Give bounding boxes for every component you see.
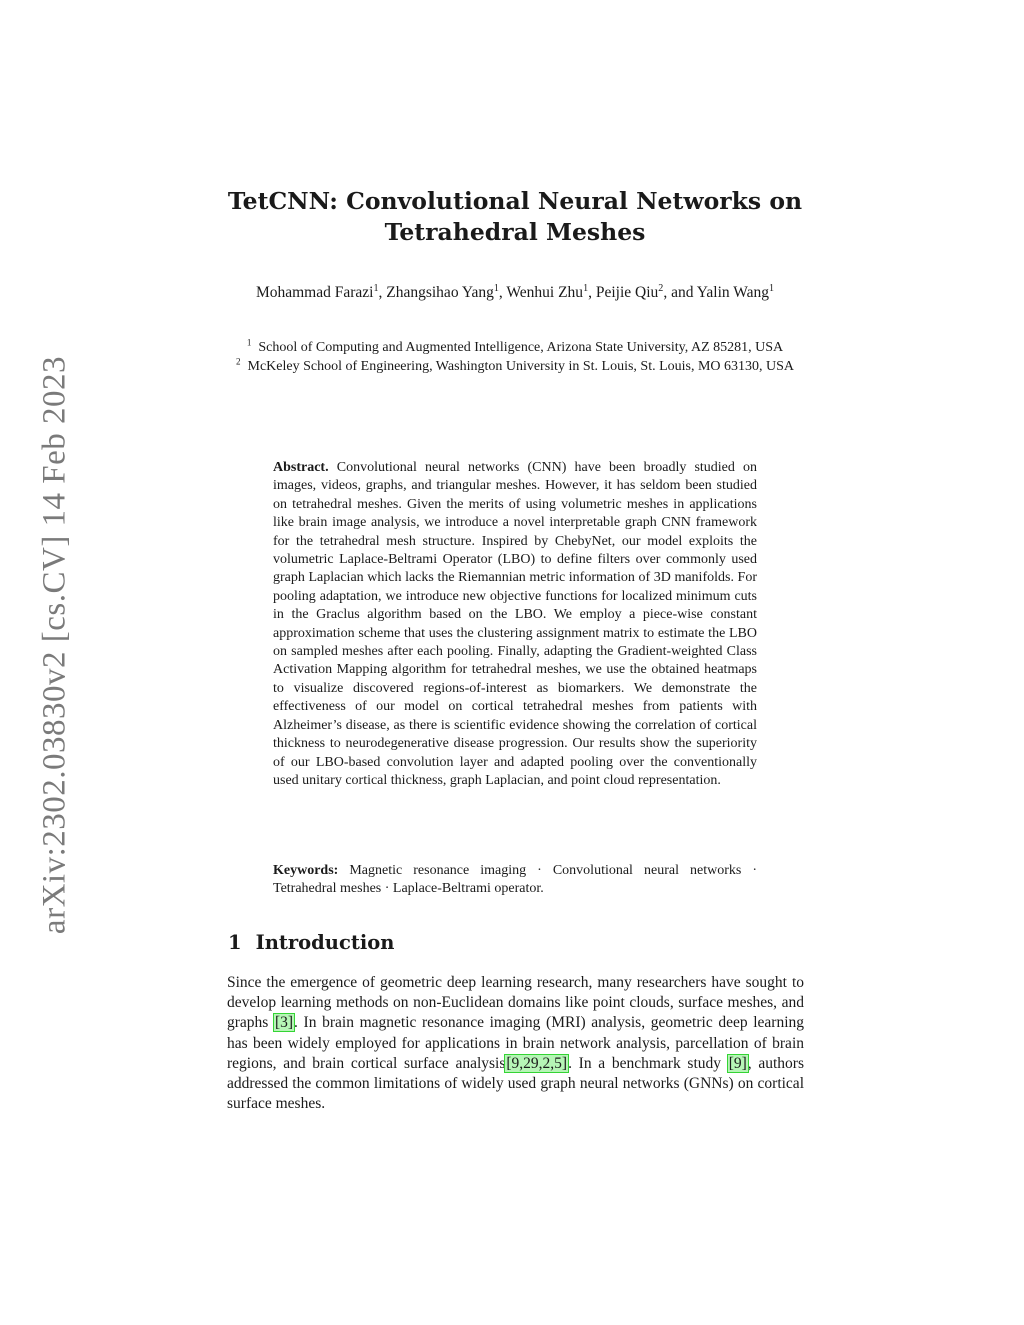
citation-link[interactable]: [9] xyxy=(728,1054,747,1072)
author-affiliation-mark: 2 xyxy=(658,282,664,294)
citation-link[interactable]: [3] xyxy=(274,1014,294,1032)
paper-title-line-1: TetCNN: Convolutional Neural Networks on xyxy=(227,187,803,215)
paper-title-line-2: Tetrahedral Meshes xyxy=(384,218,646,246)
author-name: , and Yalin Wang xyxy=(663,284,769,301)
author-affiliation-mark: 1 xyxy=(493,282,499,294)
abstract xyxy=(273,459,757,790)
paper-title xyxy=(200,186,830,248)
author-name: , Wenhui Zhu xyxy=(498,284,584,301)
affiliation-mark: 2 xyxy=(235,355,241,366)
author-affiliation-mark: 1 xyxy=(373,282,379,294)
author-name: , Peijie Qiu xyxy=(588,284,659,301)
author-affiliation-mark: 1 xyxy=(583,282,589,294)
citation-link[interactable]: [9,29,2,5] xyxy=(506,1054,568,1072)
section-number: 1 xyxy=(228,931,242,954)
abstract-label: Abstract. xyxy=(273,460,329,475)
intro-text: . In a benchmark study xyxy=(568,1054,728,1072)
affiliation-text: McKeley School of Engineering, Washington University in St. Louis, St. Louis, MO 63130, USA xyxy=(247,358,795,374)
affiliation-text: School of Computing and Augmented Intelligence, Arizona State University, AZ 85281, USA xyxy=(258,340,784,355)
keywords-text: Magnetic resonance imaging · Convolutional neural networks · Tetrahedral meshes · Laplace-Beltrami operator. xyxy=(273,863,757,897)
abstract-text: Convolutional neural networks (CNN) have been broadly studied on images, videos, graphs, and triangular meshes. However, it has seldom been studied on tetrahedral meshes. Given the merits of using volumetric meshes in applications like brain image analysis, we introduce a novel interpretable graph CNN framework for the tetrahedral mesh structure. Inspired by ChebyNet, our model exploits the volumetric Laplace-Beltrami Operator (LBO) to define filters over commonly used graph Laplacian which lacks the Riemannian metric information of 3D manifolds. For pooling adaptation, we introduce new objective functions for localized minimum cuts in the Graclus algorithm based on the LBO. We employ a piece-wise constant approximation scheme that uses the clustering assignment matrix to estimate the LBO on sampled meshes after each pooling. Finally, adapting the Gradient-weighted Class Activation Mapping algorithm for tetrahedral meshes, we use the obtained heatmaps to visualize discovered regions-of-interest as biomarkers. We demonstrate the effectiveness of our model on cortical tetrahedral meshes from patients with Alzheimer’s disease, as there is scientific evidence showing the correlation of cortical thickness to neurodegenerative disease progression. Our results show the superiority of our LBO-based convolution layer and adapted pooling over the conventionally used unitary cortical thickness, graph Laplacian, and point cloud representation. xyxy=(273,460,758,788)
intro-text: . In brain magnetic resonance imaging (MRI) analysis, geometric deep learning has been widely employed for applications in brain network analysis, parcellation of brain regions, and brain cortical surface analysis xyxy=(227,1014,805,1072)
intro-text: , authors addressed the common limitations of widely used graph neural networks (GNNs) on cortical surface meshes. xyxy=(227,1054,804,1113)
affiliation-item xyxy=(220,339,810,358)
section-title: Introduction xyxy=(255,931,395,954)
author-list xyxy=(220,283,810,303)
section-heading-introduction xyxy=(228,931,394,954)
author-name: Mohammad Farazi xyxy=(255,284,374,301)
introduction-paragraph xyxy=(227,973,804,1114)
affiliation-mark: 1 xyxy=(246,337,252,348)
author-name: , Zhangsihao Yang xyxy=(378,284,494,301)
keywords xyxy=(273,862,757,899)
affiliation-item xyxy=(220,355,810,377)
affiliation-list xyxy=(220,339,810,376)
intro-text: Since the emergence of geometric deep learning research, many researchers have sought to develop learning methods on non-Euclidean domains like point clouds, surface meshes, and graphs xyxy=(227,974,804,1032)
author-affiliation-mark: 1 xyxy=(769,282,775,294)
arxiv-identifier-stamp: arXiv:2302.03830v2 [cs.CV] 14 Feb 2023 xyxy=(36,355,73,935)
keywords-label: Keywords: xyxy=(273,863,339,878)
